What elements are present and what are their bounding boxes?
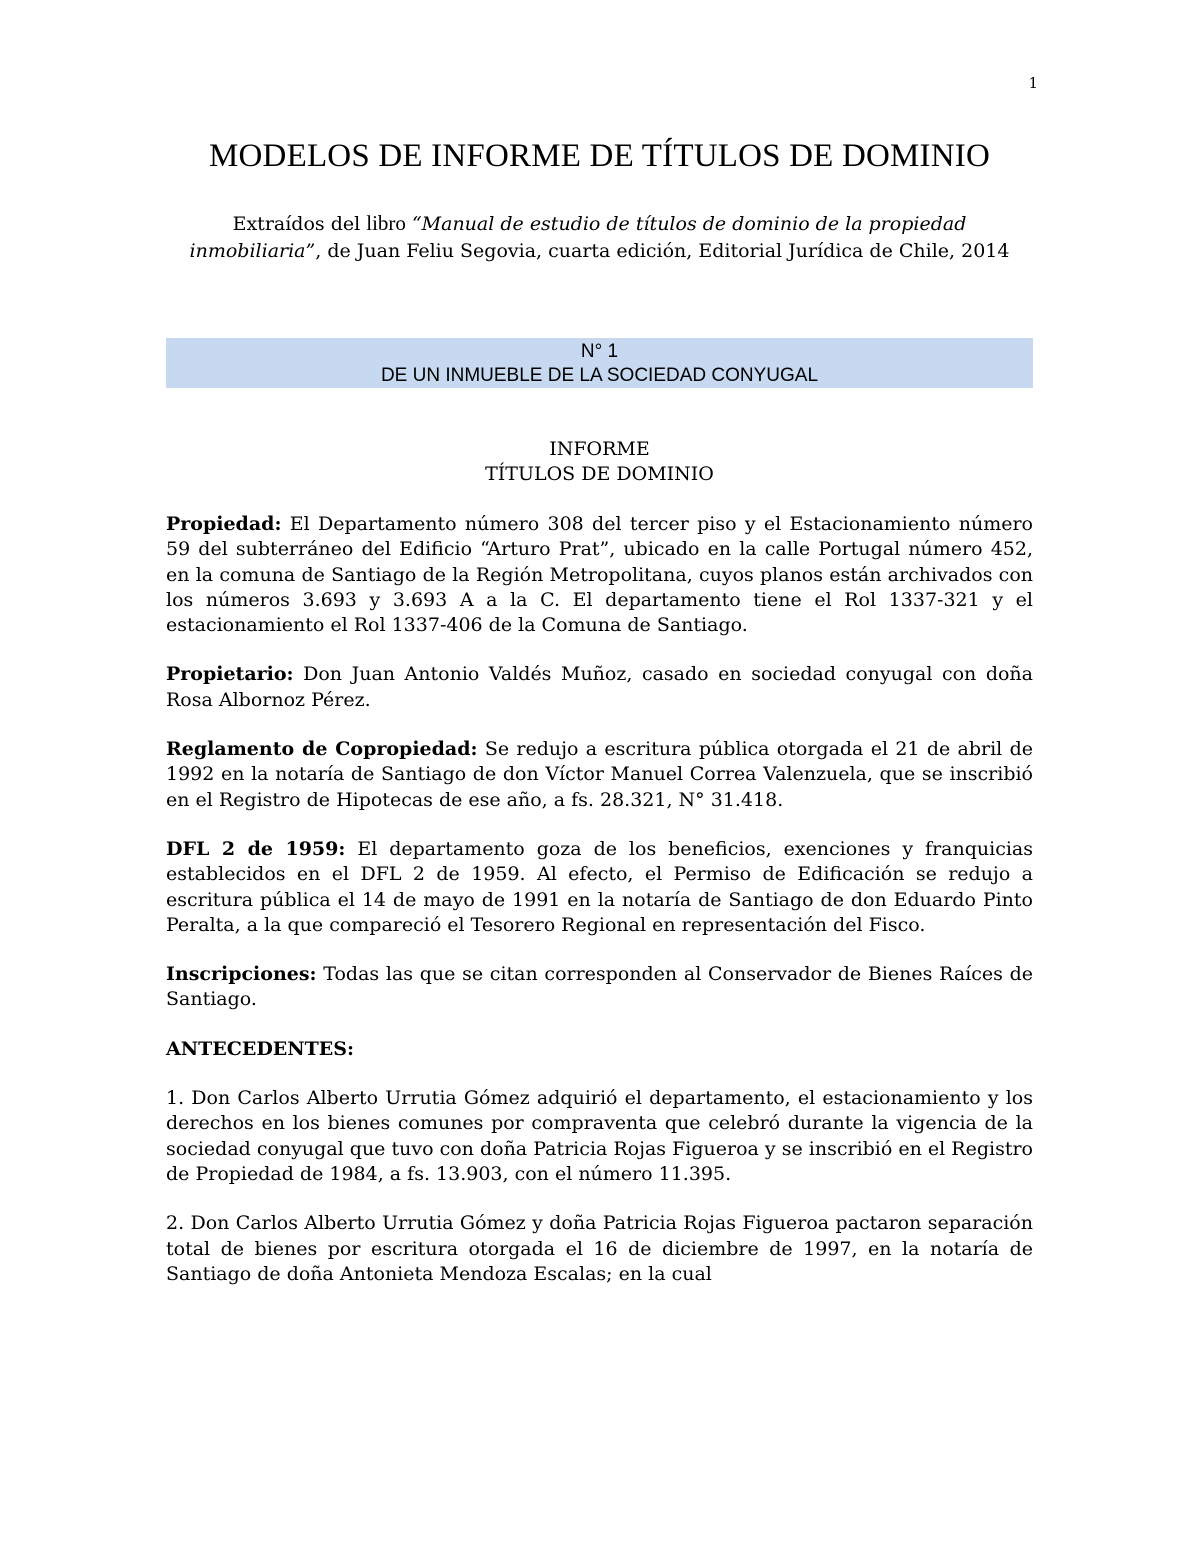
section-reglamento xyxy=(166,737,1033,813)
source-citation xyxy=(166,210,1033,265)
antecedente-item: 2. Don Carlos Alberto Urrutia Gómez y doña Patricia Rojas Figueroa pactaron separación total de bienes por escritura otorgada el 16 de diciembre de 1997, en la notaría de Santiago de doña Antonieta Mendoza Escalas; en la cual xyxy=(166,1212,1033,1285)
informe-heading-line1: INFORME xyxy=(549,438,650,460)
section-label: Inscripciones: xyxy=(166,963,317,986)
informe-heading xyxy=(166,437,1033,487)
model-number: N° 1 xyxy=(580,341,619,362)
section-label: DFL 2 de 1959: xyxy=(166,837,346,860)
section-propietario xyxy=(166,662,1033,713)
section-label: Propiedad: xyxy=(166,513,282,535)
section-text: El Departamento número 308 del tercer piso y el Estacionamiento número 59 del subterráneo del Edificio “Arturo Prat”, ubicado en la calle Portugal número 452, en la comuna de Santiago de la Región Metropolitana, cuyos planos están archivados con los números 3.693 y 3.693 A a la C. El departamento tiene el Rol 1337-321 y el estacionamiento el Rol 1337-406 de la Comuna de Santiago. xyxy=(166,513,1033,637)
book-title: “Manual de estudio de títulos de dominio de la propiedad inmobiliaria” xyxy=(189,213,967,262)
section-text: Se redujo a escritura pública otorgada el 21 de abril de 1992 en la notaría de Santiago de don Víctor Manuel Correa Valenzuela, que se inscribió en el Registro de Hipotecas de ese año, a fs. 28.321, N° 31.418. xyxy=(166,738,1033,811)
document-body xyxy=(166,512,1033,1311)
section-propiedad xyxy=(166,512,1033,638)
model-subtitle: DE UN INMUEBLE DE LA SOCIEDAD CONYUGAL xyxy=(380,365,819,386)
antecedente-item: 1. Don Carlos Alberto Urrutia Gómez adquirió el departamento, el estacionamiento y los derechos en los bienes comunes por compraventa que celebró durante la vigencia de la sociedad conyugal que tuvo con doña Patricia Rojas Figueroa y se inscribió en el Registro de Propiedad de 1984, a fs. 13.903, con el número 11.395. xyxy=(166,1087,1033,1185)
document-title: MODELOS DE INFORME DE TÍTULOS DE DOMINIO xyxy=(208,138,991,174)
page-number: 1 xyxy=(1028,74,1038,92)
section-text: El departamento goza de los beneficios, exenciones y franquicias establecidos en el DFL 2 de 1959. Al efecto, el Permiso de Edificación se redujo a escritura pública el 14 de mayo de 1991 en la notaría de Santiago de don Eduardo Pinto Peralta, a la que compareció el Tesorero Regional en representación del Fisco. xyxy=(166,837,1033,936)
section-text: Don Juan Antonio Valdés Muñoz, casado en sociedad conyugal con doña Rosa Albornoz Pérez. xyxy=(166,663,1033,711)
section-dfl xyxy=(166,837,1033,938)
section-inscripciones xyxy=(166,962,1033,1013)
source-prefix: Extraídos del xyxy=(232,213,361,235)
source-suffix: , de Juan Feliu Segovia, cuarta edición, Editorial Jurídica de Chile, 2014 xyxy=(315,240,1010,262)
model-banner xyxy=(166,338,1033,388)
section-label: Propietario: xyxy=(166,663,294,686)
section-label: Reglamento de Copropiedad: xyxy=(166,738,478,761)
informe-heading-line2: TÍTULOS DE DOMINIO xyxy=(485,463,714,485)
source-libro: libro xyxy=(366,211,406,235)
section-text: Todas las que se citan corresponden al Conservador de Bienes Raíces de Santiago. xyxy=(166,963,1033,1011)
antecedentes-heading: ANTECEDENTES: xyxy=(166,1037,355,1060)
